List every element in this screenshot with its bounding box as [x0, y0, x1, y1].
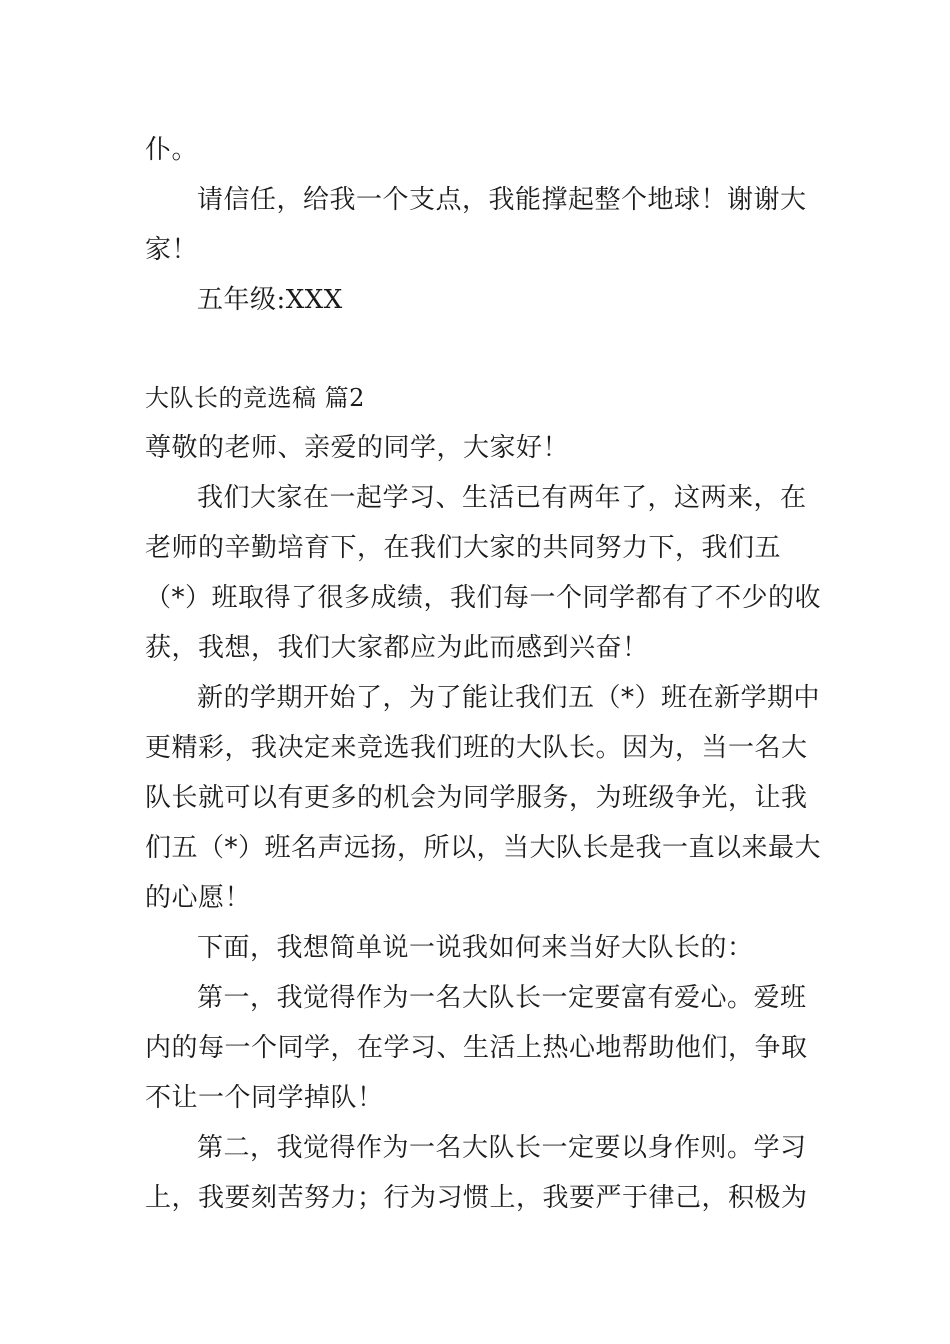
text-line: 老师的辛勤培育下，在我们大家的共同努力下，我们五	[145, 533, 782, 563]
text-line: 第一，我觉得作为一名大队长一定要富有爱心。爱班	[197, 983, 807, 1013]
text-line: 下面，我想简单说一说我如何来当好大队长的：	[197, 933, 754, 963]
text-line: 家！	[145, 235, 199, 265]
text-line: 仆。	[145, 135, 199, 165]
text-line: 请信任，给我一个支点，我能撑起整个地球！谢谢大	[197, 185, 807, 215]
text-line: （*）班取得了很多成绩，我们每一个同学都有了不少的收	[145, 583, 822, 613]
section-title: 大队长的竞选稿 篇2	[145, 384, 365, 412]
text-line: 上，我要刻苦努力；行为习惯上，我要严于律己，积极为	[145, 1183, 808, 1213]
text-line: 们五（*）班名声远扬，所以，当大队长是我一直以来最大	[145, 833, 822, 863]
text-line: 的心愿！	[145, 883, 252, 913]
text-line: 新的学期开始了，为了能让我们五（*）班在新学期中	[197, 683, 821, 713]
text-line: 更精彩，我决定来竞选我们班的大队长。因为，当一名大	[145, 733, 808, 763]
text-line: 不让一个同学掉队！	[145, 1083, 384, 1113]
text-line: 获，我想，我们大家都应为此而感到兴奋！	[145, 633, 649, 663]
signature: 五年级:XXX	[197, 285, 343, 315]
text-line: 内的每一个同学，在学习、生活上热心地帮助他们，争取	[145, 1033, 808, 1063]
greeting: 尊敬的老师、亲爱的同学，大家好！	[145, 433, 570, 463]
text-line: 第二，我觉得作为一名大队长一定要以身作则。学习	[197, 1133, 807, 1163]
text-line: 队长就可以有更多的机会为同学服务，为班级争光，让我	[145, 783, 808, 813]
text-line: 我们大家在一起学习、生活已有两年了，这两来，在	[197, 483, 807, 513]
